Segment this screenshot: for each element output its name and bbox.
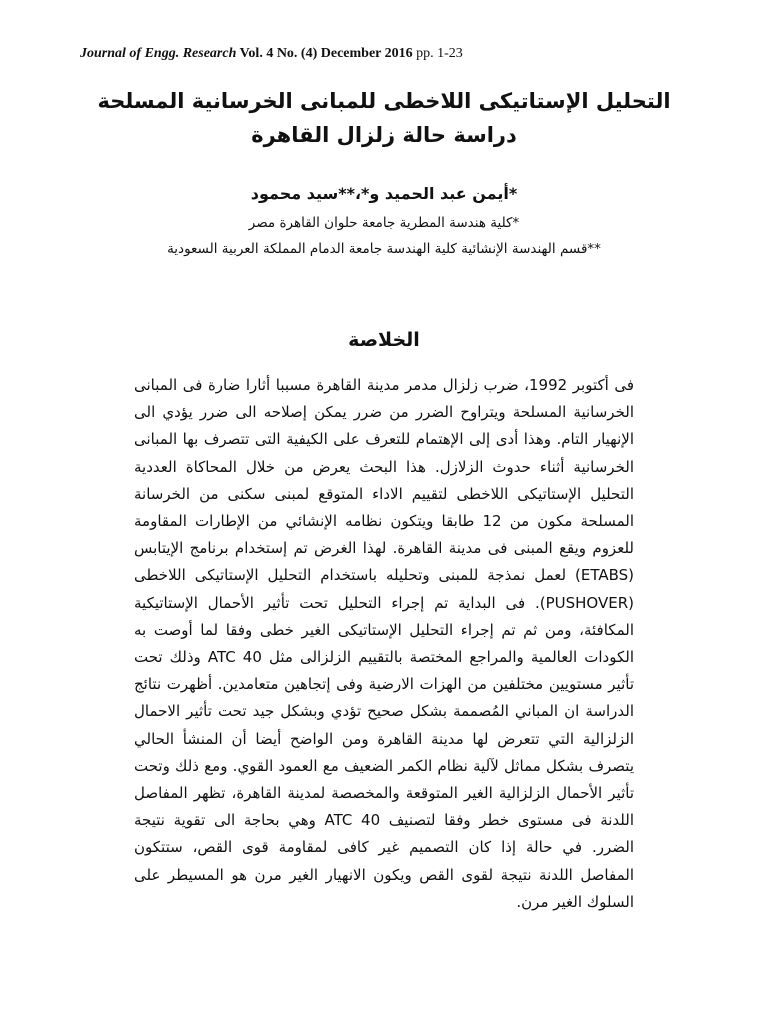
paper-title-line-1: التحليل الإستاتيكى اللاخطى للمبانى الخرسانية المسلحة bbox=[97, 89, 671, 113]
journal-volume: Vol. 4 No. (4) December 2016 bbox=[239, 46, 413, 61]
journal-header bbox=[80, 46, 463, 62]
affiliation-1: *كلية هندسة المطرية جامعة حلوان القاهرة مصر bbox=[248, 215, 520, 231]
author-names: *أيمن عبد الحميد و*،**سيد محمود bbox=[250, 184, 518, 203]
abstract-heading: الخلاصة bbox=[348, 329, 420, 351]
abstract-body: فى أكتوبر 1992، ضرب زلزال مدمر مدينة القاهرة مسببا أثارا ضارة فى المبانى الخرسانية المسلحة ويتراوح الضرر من ضرر يمكن إصلاحه الى ضرر يؤدي الى الإنهيار التام. وهذا أدى إلى الإهتمام للتعرف على الكيفية التى تتصرف بها المبانى الخرسانية أثناء حدوث الزلازل. هذا البحث يعرض من خلال المحاكاة العددية التحليل الإستاتيكى اللاخطى لتقييم الاداء المتوقع لمبنى سكنى من الخرسانة المسلحة مكون من 12 طابقا ويتكون نظامه الإنشائي من الإطارات المقاومة للعزوم ويقع المبنى فى مدينة القاهرة. لهذا الغرض تم إستخدام برنامج الإيتابس (ETABS) لعمل نمذجة للمبنى وتحليله باستخدام التحليل الإستاتيكى اللاخطى (PUSHOVER). فى البداية تم إجراء التحليل تحت تأثير الأحمال الإستاتيكية المكافئة، ومن ثم تم إجراء التحليل الإستاتيكى الغير خطى وفقا لما أوصت به الكودات العالمية والمراجع المختصة بالتقييم الزلزالى مثل ATC 40 وذلك تحت تأثير مستويين مختلفين من الهزات الارضية وفى إتجاهين متعامدين. أظهرت نتائج الدراسة ان المباني المُصممة بشكل صحيح تؤدي وبشكل جيد تحت تأثير الاحمال الزلزالية التي تتعرض لها مدينة القاهرة ومن الواضح أيضا أن المنشأ الحالي يتصرف بشكل مماثل لآلية نظام الكمر الضعيف مع العمود القوي. ومع ذلك وتحت تأثير الأحمال الزلزالية الغير المتوقعة والمخصصة لمدينة القاهرة، تظهر المفاصل اللدنة فى مستوى خطر وفقا لتصنيف ATC 40 وهي بحاجة الى تقوية نتيجة الضرر. في حالة إذا كان التصميم غير كافى لمقاومة قوى القص، ستتكون المفاصل اللدنة نتيجة لقوى القص ويكون الانهيار الغير مرن هو المسيطر على السلوك الغير مرن. bbox=[134, 376, 634, 911]
paper-title-line-2: دراسة حالة زلزال القاهرة bbox=[251, 123, 517, 147]
journal-pages: pp. 1-23 bbox=[416, 46, 463, 61]
journal-name: Journal of Engg. Research bbox=[80, 46, 237, 61]
affiliation-2: **قسم الهندسة الإنشائية كلية الهندسة جامعة الدمام المملكة العربية السعودية bbox=[167, 241, 601, 257]
